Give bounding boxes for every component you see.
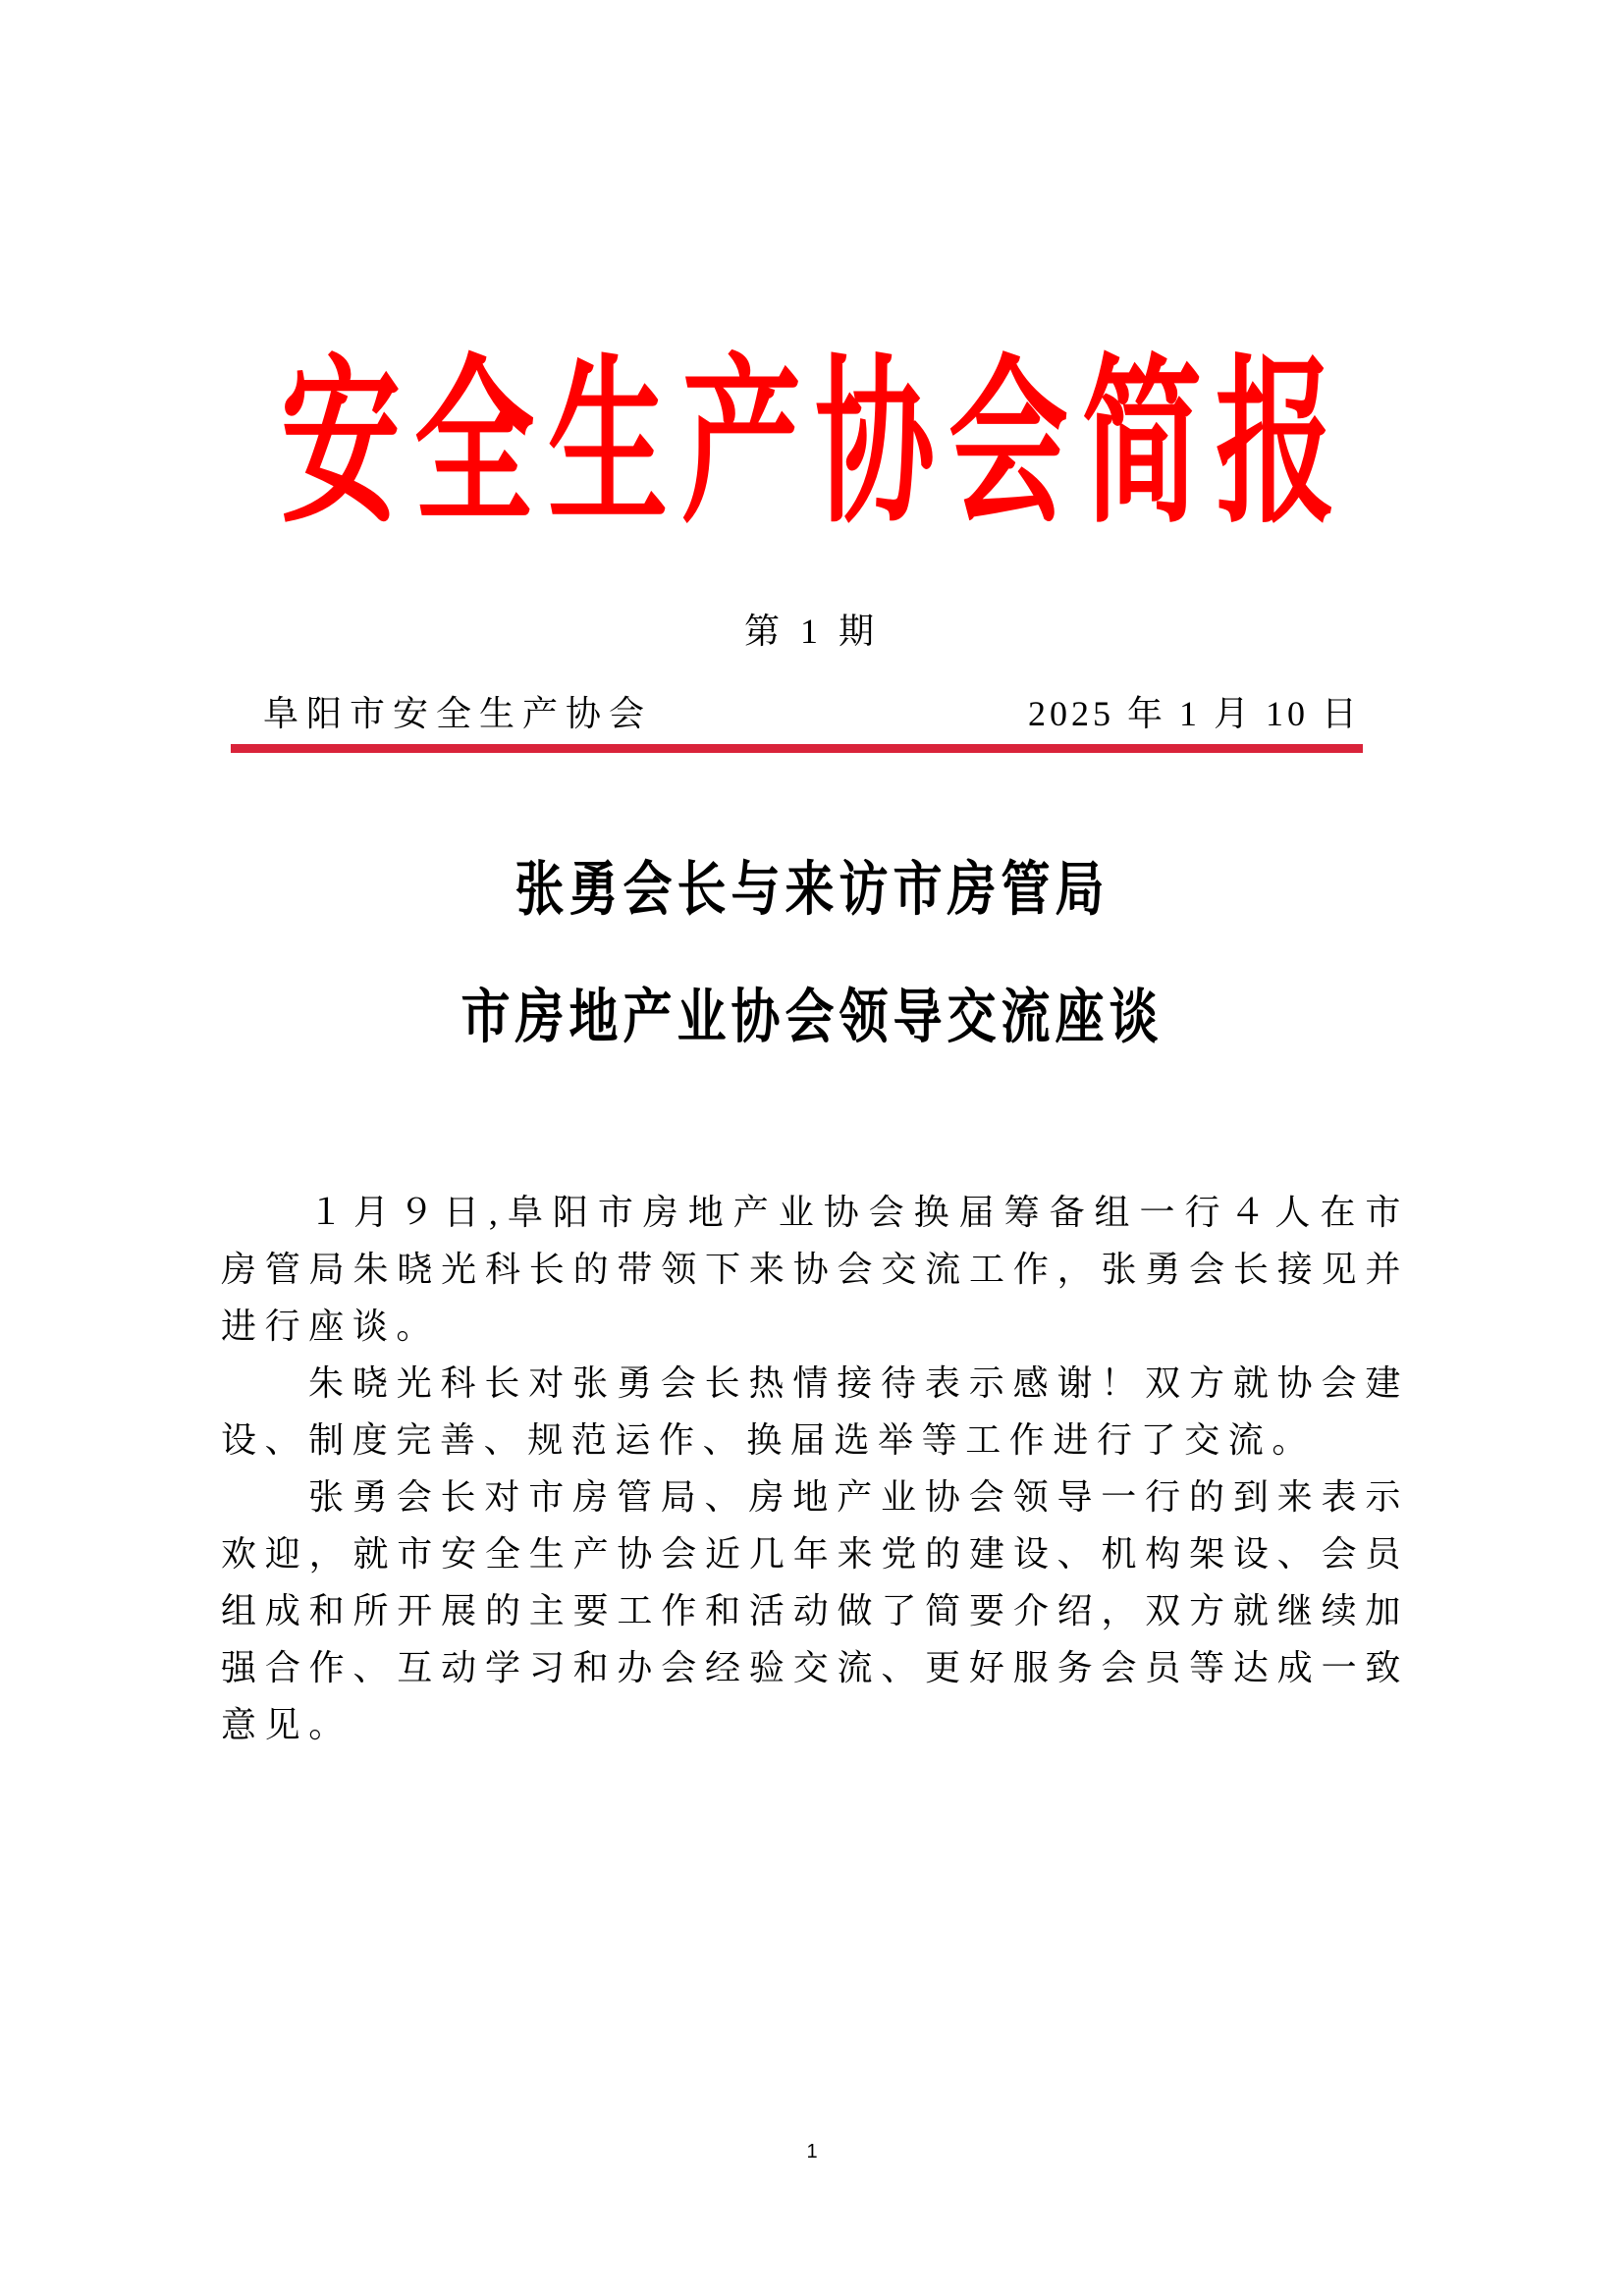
issue-number: 第 1 期 xyxy=(743,612,880,651)
masthead xyxy=(265,324,1365,560)
meta-row xyxy=(263,691,1361,736)
paragraph: １月９日,阜阳市房地产业协会换届筹备组一行４人在市房管局朱晓光科长的带领下来协会交流工作，张勇会长接见并进行座谈。 xyxy=(221,1193,1409,1346)
article-headline-line-1 xyxy=(0,854,1624,924)
organization-name: 阜阳市安全生产协会 xyxy=(263,694,653,733)
masthead-title: 安全生产协会简报 xyxy=(281,336,1349,548)
publish-date: 2025 年 1 月 10 日 xyxy=(1027,694,1361,733)
headline-text: 市房地产业协会领导交流座谈 xyxy=(460,982,1164,1051)
headline-text: 张勇会长与来访市房管局 xyxy=(514,854,1110,924)
article-body xyxy=(221,1184,1409,1753)
paragraph: 张勇会长对市房管局、房地产业协会领导一行的到来表示欢迎，就市安全生产协会近几年来党的建设、机构架设、会员组成和所开展的主要工作和活动做了简要介绍，双方就继续加强合作、互动学习和办会经验交流、更好服务会员等达成一致意见。 xyxy=(221,1477,1409,1744)
article-headline-line-2 xyxy=(0,982,1624,1051)
paragraph: 朱晓光科长对张勇会长热情接待表示感谢！双方就协会建设、制度完善、规范运作、换届选举等工作进行了交流。 xyxy=(221,1363,1409,1460)
red-divider xyxy=(231,744,1363,753)
page-number: 1 xyxy=(806,2141,818,2163)
